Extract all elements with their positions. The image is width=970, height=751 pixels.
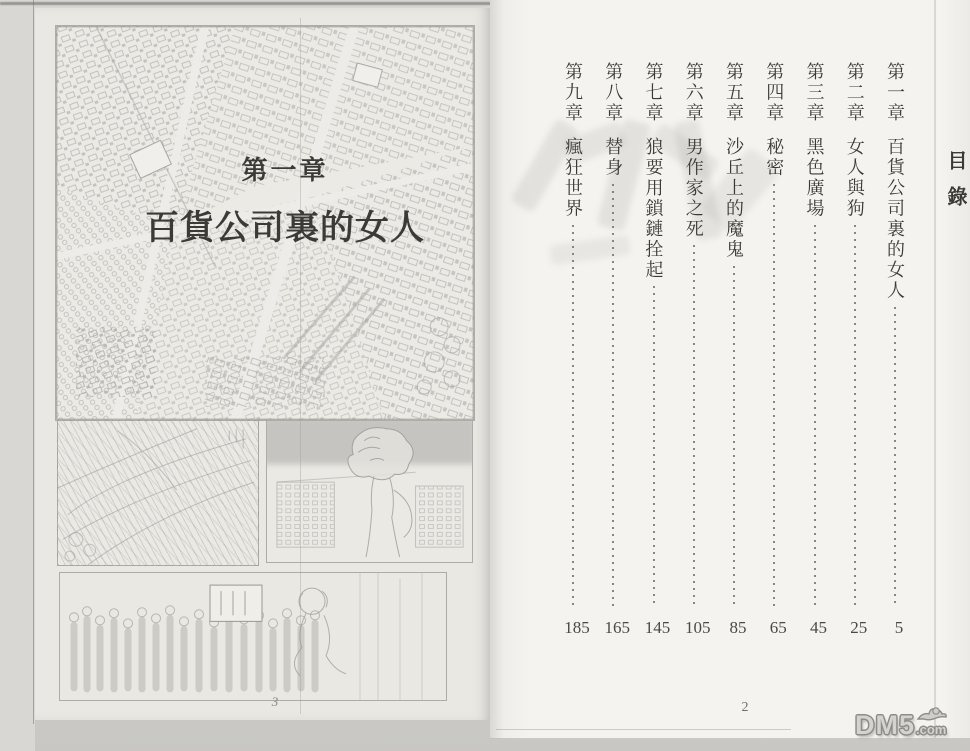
toc-chapter-label: 第一章 (885, 62, 905, 124)
toc-page-number: 5 (894, 618, 904, 637)
scan-left-margin (0, 0, 35, 751)
toc-entry (843, 62, 867, 614)
panel-woman-figure (266, 420, 473, 563)
dm5-mascot-icon (915, 705, 949, 728)
dm5-logo-suffix: .com (916, 722, 947, 737)
speedlines-sketch-art (58, 421, 258, 565)
toc-page-number: 145 (644, 618, 671, 637)
scan-page-edge-line (33, 0, 34, 724)
toc-page-number: 85 (729, 618, 747, 637)
toc-page-number: 65 (769, 618, 787, 637)
toc-dotted-leader (762, 178, 786, 615)
scan-top-edge (0, 2, 492, 5)
toc-entry (883, 62, 907, 614)
left-page-number: 3 (271, 694, 279, 709)
toc-dotted-leader (601, 178, 625, 615)
chapter-number-heading: 第一章 (241, 155, 329, 185)
toc-dotted-leader (803, 219, 827, 615)
toc-entry (561, 62, 585, 614)
toc-dotted-leader (722, 260, 746, 615)
toc-page-number: 185 (564, 618, 590, 637)
toc-title-label: 沙丘上的魔鬼 (724, 136, 744, 260)
woman-sketch-art (267, 421, 472, 562)
toc-entry (722, 62, 746, 614)
left-page (35, 8, 490, 720)
panel-speedlines (57, 420, 259, 566)
toc-chapter-label: 第八章 (603, 62, 624, 124)
toc-chapter-label: 第九章 (563, 62, 583, 124)
toc-entry (601, 62, 625, 614)
toc-chapter-label: 第五章 (724, 62, 744, 124)
toc-dotted-leader (642, 280, 666, 614)
page-crease (934, 0, 936, 738)
toc-chapter-label: 第六章 (683, 62, 704, 124)
right-page-toc (490, 0, 970, 739)
crowd-sketch-art (60, 573, 446, 700)
toc-title-label: 狼要用鎖鏈拴起 (643, 136, 664, 280)
toc-title-label: 替身 (603, 136, 624, 178)
toc-title-label: 黑色廣場 (804, 136, 825, 219)
toc-page-number: 105 (685, 618, 711, 637)
toc-chapter-label: 第七章 (643, 62, 664, 124)
toc-dotted-leader (883, 301, 907, 615)
page-crease (300, 18, 301, 714)
chapter-title-heading: 百貨公司裏的女人 (145, 209, 425, 247)
toc-title-label: 女人與狗 (844, 136, 865, 219)
toc-page-number: 25 (850, 618, 868, 637)
toc-page-number: 165 (604, 618, 630, 637)
toc-entry (803, 62, 827, 614)
toc-title-label: 男作家之死 (683, 136, 704, 239)
toc-chapter-label: 第四章 (764, 62, 785, 124)
toc-dotted-leader (682, 239, 706, 614)
toc-entry (642, 62, 666, 614)
toc-title-label: 秘密 (764, 136, 785, 178)
panel-crowd (59, 572, 447, 701)
toc-title-label: 百貨公司裏的女人 (885, 136, 905, 301)
dm5-logo-text: DM5 (855, 710, 916, 740)
toc-chapter-label: 第二章 (844, 62, 865, 124)
toc-dotted-leader (561, 219, 585, 615)
page-bottom-edge (496, 729, 791, 730)
toc-title-label: 瘋狂世界 (563, 136, 583, 219)
toc-entry (682, 62, 706, 614)
toc-dotted-leader (843, 219, 867, 615)
toc-header: 目錄 (944, 150, 966, 222)
toc-chapter-label: 第三章 (804, 62, 825, 124)
toc-page-number: 45 (810, 618, 827, 637)
right-page-number: 2 (741, 700, 749, 715)
dm5-watermark (855, 712, 967, 749)
toc-entry (762, 62, 786, 614)
